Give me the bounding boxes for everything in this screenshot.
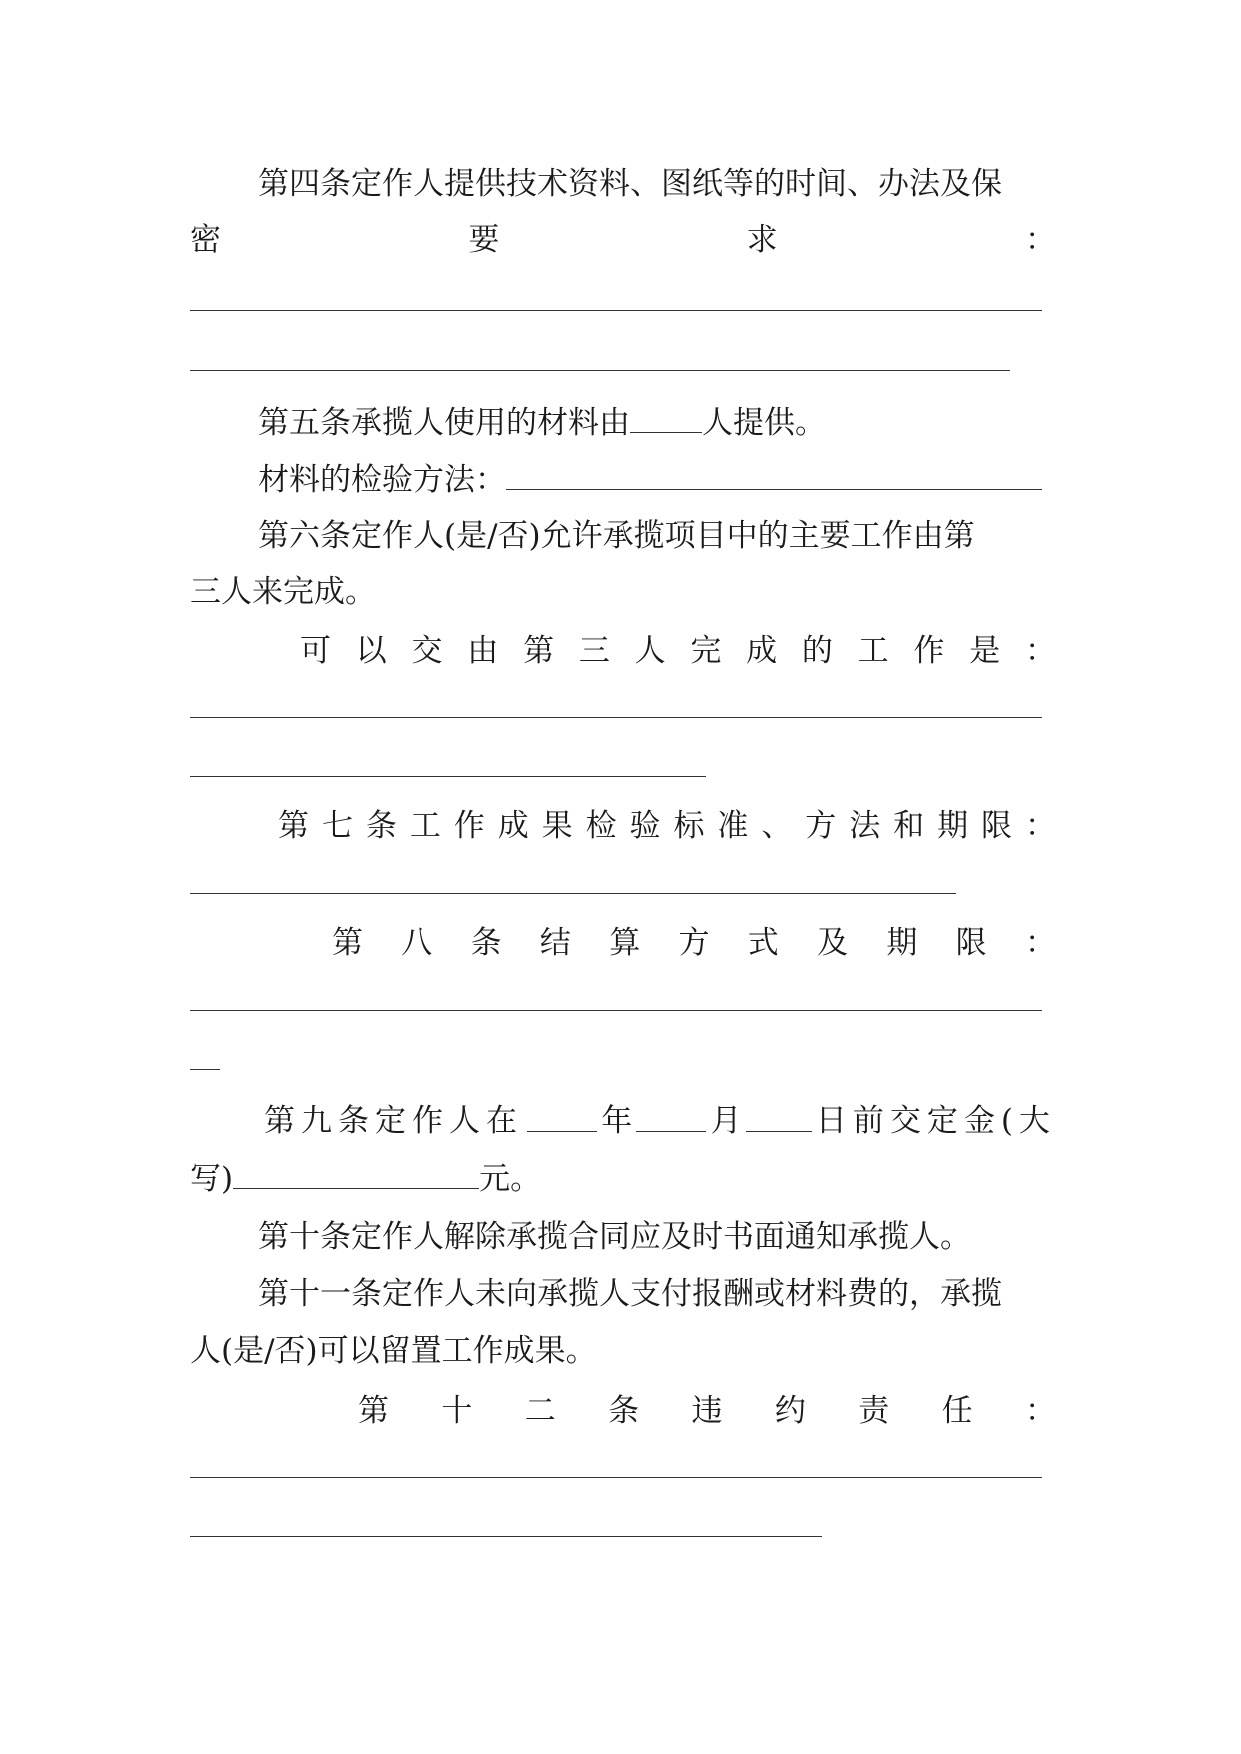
clause-12-char: 约 xyxy=(774,1393,806,1429)
clause-6-char: 作 xyxy=(913,633,945,669)
clause-12-char: 二 xyxy=(524,1393,556,1429)
clause-7-char: 期 xyxy=(937,808,969,844)
clause-6-char: 的 xyxy=(801,633,833,669)
material-provider-blank[interactable] xyxy=(630,398,702,433)
clause-6-char: 可 xyxy=(300,633,331,669)
clause-12-char: 违 xyxy=(691,1393,723,1429)
clause-8-char: 方 xyxy=(678,925,710,961)
clause-6-fill-blank-1[interactable] xyxy=(190,717,1042,718)
clause-5-line-2 xyxy=(258,455,1056,503)
clause-6-char: 完 xyxy=(690,633,722,669)
clause-12-char: 条 xyxy=(608,1393,640,1429)
clause-7-char: 条 xyxy=(365,808,397,844)
inspection-method-label: 材料的检验方法： xyxy=(258,462,506,498)
clause-8-char: ： xyxy=(1024,925,1056,961)
clause-7-char: 七 xyxy=(321,808,353,844)
clause-6-char: 由 xyxy=(467,633,499,669)
clause-4-fill-blank-1[interactable] xyxy=(190,310,1042,311)
clause-8-fill-blank-2[interactable] xyxy=(190,1069,220,1070)
inspection-method-blank[interactable] xyxy=(506,455,1042,490)
clause-7-char: 工 xyxy=(409,808,441,844)
month-label: 月 xyxy=(710,1103,742,1139)
clause-8-fill-blank-1[interactable] xyxy=(190,1010,1042,1011)
clause-8-line-1 xyxy=(332,919,1056,967)
clause-11-line-1: 第十一条定作人未向承揽人支付报酬或材料费的，承揽 xyxy=(258,1276,1002,1312)
clause-12-char: 第 xyxy=(358,1393,389,1429)
clause-7-char: 果 xyxy=(541,808,573,844)
clause-6-char: 交 xyxy=(411,633,443,669)
clause-4-char: 要 xyxy=(468,222,500,258)
clause-9-text-b: 日前交定金(大 xyxy=(815,1103,1056,1139)
clause-8-char: 及 xyxy=(817,925,849,961)
clause-7-char: 法 xyxy=(849,808,881,844)
clause-7-char: 检 xyxy=(585,808,617,844)
clause-6-char: 成 xyxy=(746,633,778,669)
clause-6-line-3 xyxy=(300,627,1056,675)
clause-7-char: 方 xyxy=(805,808,837,844)
clause-7-char: 限 xyxy=(981,808,1012,844)
clause-8-char: 八 xyxy=(401,925,433,961)
clause-12-line-1 xyxy=(358,1387,1056,1435)
clause-9-line-1 xyxy=(264,1097,1056,1145)
clause-12-fill-blank-2[interactable] xyxy=(190,1536,822,1537)
clause-12-fill-blank-1[interactable] xyxy=(190,1477,1042,1478)
deposit-month-blank[interactable] xyxy=(636,1097,706,1132)
clause-8-char: 条 xyxy=(470,925,502,961)
deposit-year-blank[interactable] xyxy=(527,1097,597,1132)
clause-8-char: 结 xyxy=(539,925,571,961)
clause-5-text-b: 人提供。 xyxy=(702,405,826,441)
clause-8-char: 期 xyxy=(886,925,918,961)
clause-4-char: 求 xyxy=(746,222,778,258)
clause-6-char: 第 xyxy=(523,633,555,669)
clause-8-char: 限 xyxy=(955,925,987,961)
deposit-amount-blank[interactable] xyxy=(233,1154,479,1189)
clause-7-char: 验 xyxy=(629,808,661,844)
clause-6-char: 以 xyxy=(355,633,387,669)
deposit-day-blank[interactable] xyxy=(746,1097,812,1132)
clause-9-text-c: 写) xyxy=(190,1161,234,1197)
clause-12-char: 十 xyxy=(441,1393,473,1429)
clause-8-char: 第 xyxy=(332,925,363,961)
clause-6-fill-blank-2[interactable] xyxy=(190,776,706,777)
clause-4-fill-blank-2[interactable] xyxy=(190,370,1010,371)
clause-11-line-2: 人(是/否)可以留置工作成果。 xyxy=(190,1333,597,1369)
clause-7-char: ： xyxy=(1024,808,1056,844)
clause-4-line-1: 第四条定作人提供技术资料、图纸等的时间、办法及保 xyxy=(258,166,1002,202)
clause-7-char: 标 xyxy=(673,808,705,844)
clause-5-text-a: 第五条承揽人使用的材料由 xyxy=(258,405,630,441)
clause-6-char: 人 xyxy=(634,633,666,669)
clause-4-char: 密 xyxy=(190,222,221,258)
clause-12-char: 任 xyxy=(941,1393,973,1429)
clause-7-char: 和 xyxy=(893,808,925,844)
clause-7-fill-blank[interactable] xyxy=(190,893,956,894)
clause-7-line-1 xyxy=(278,802,1056,850)
clause-7-char: 准 xyxy=(717,808,749,844)
clause-6-line-1: 第六条定作人(是/否)允许承揽项目中的主要工作由第 xyxy=(258,518,975,554)
clause-9-line-2 xyxy=(190,1154,1056,1202)
clause-9-text-a: 第九条定作人在 xyxy=(264,1103,523,1139)
clause-7-char: 成 xyxy=(497,808,529,844)
clause-7-char: 、 xyxy=(761,808,793,844)
clause-6-line-2: 三人来完成。 xyxy=(190,574,376,610)
clause-4-char: ： xyxy=(1024,222,1056,258)
year-label: 年 xyxy=(601,1103,633,1139)
clause-4-line-2 xyxy=(190,216,1056,264)
clause-6-char: 工 xyxy=(857,633,889,669)
clause-10-line-1: 第十条定作人解除承揽合同应及时书面通知承揽人。 xyxy=(258,1219,971,1255)
clause-8-char: 算 xyxy=(609,925,641,961)
clause-7-char: 第 xyxy=(278,808,309,844)
clause-12-char: 责 xyxy=(858,1393,890,1429)
clause-7-char: 作 xyxy=(453,808,485,844)
clause-6-char: 三 xyxy=(578,633,610,669)
clause-12-char: ： xyxy=(1025,1393,1056,1429)
clause-6-char: 是 xyxy=(969,633,1001,669)
clause-6-char: ： xyxy=(1024,633,1056,669)
clause-8-char: 式 xyxy=(747,925,779,961)
clause-5-line-1 xyxy=(258,398,1056,446)
clause-9-text-d: 元。 xyxy=(479,1161,542,1197)
